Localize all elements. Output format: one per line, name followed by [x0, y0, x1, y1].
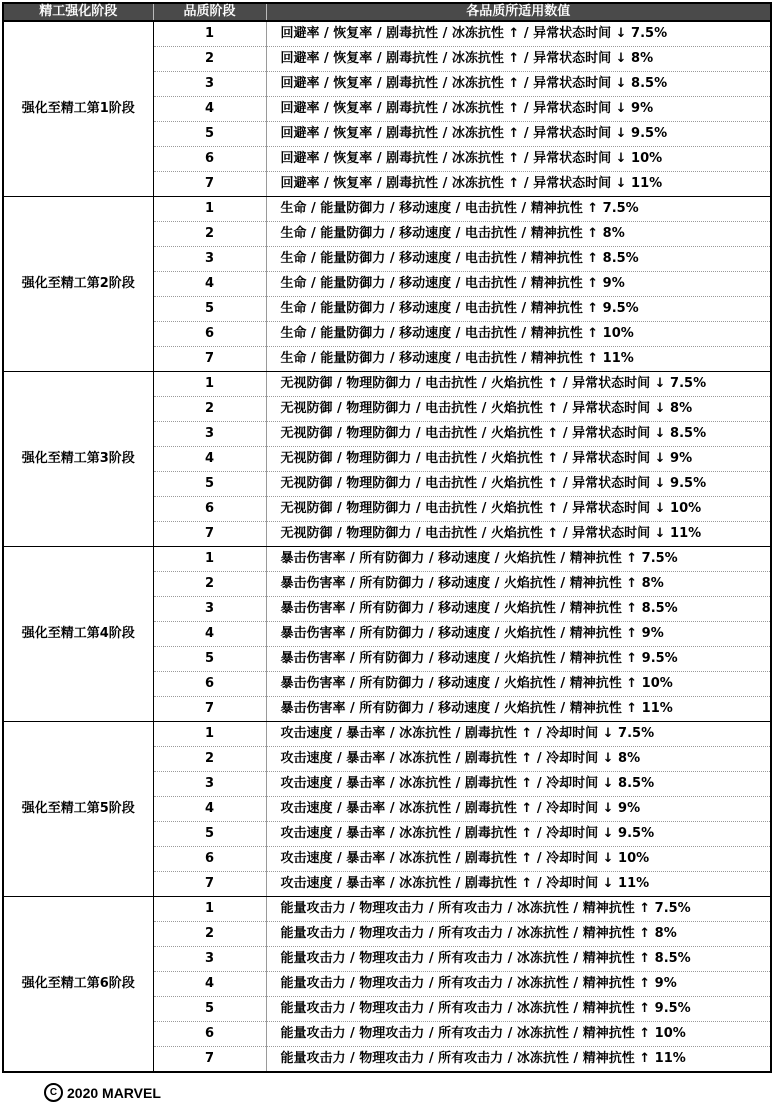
values-cell: 暴击伤害率 / 所有防御力 / 移动速度 / 火焰抗性 / 精神抗性 ↑ 9.5% [266, 647, 771, 672]
values-cell: 能量攻击力 / 物理攻击力 / 所有攻击力 / 冰冻抗性 / 精神抗性 ↑ 8.5% [266, 947, 771, 972]
values-cell: 生命 / 能量防御力 / 移动速度 / 电击抗性 / 精神抗性 ↑ 7.5% [266, 197, 771, 222]
grade-cell: 5 [153, 297, 266, 322]
grade-cell: 1 [153, 372, 266, 397]
stage-cell: 强化至精工第3阶段 [3, 372, 153, 547]
header-stage: 精工强化阶段 [3, 3, 153, 21]
values-cell: 无视防御 / 物理防御力 / 电击抗性 / 火焰抗性 ↑ / 异常状态时间 ↓ 7.5% [266, 372, 771, 397]
values-cell: 攻击速度 / 暴击率 / 冰冻抗性 / 剧毒抗性 ↑ / 冷却时间 ↓ 9.5% [266, 822, 771, 847]
values-cell: 能量攻击力 / 物理攻击力 / 所有攻击力 / 冰冻抗性 / 精神抗性 ↑ 9.5% [266, 997, 771, 1022]
values-cell: 生命 / 能量防御力 / 移动速度 / 电击抗性 / 精神抗性 ↑ 9.5% [266, 297, 771, 322]
values-cell: 能量攻击力 / 物理攻击力 / 所有攻击力 / 冰冻抗性 / 精神抗性 ↑ 9% [266, 972, 771, 997]
header-row [3, 3, 771, 21]
stage-cell: 强化至精工第2阶段 [3, 197, 153, 372]
grade-cell: 6 [153, 847, 266, 872]
enhancement-stats-table [2, 2, 772, 1073]
values-cell: 暴击伤害率 / 所有防御力 / 移动速度 / 火焰抗性 / 精神抗性 ↑ 8% [266, 572, 771, 597]
grade-cell: 6 [153, 672, 266, 697]
stage-cell: 强化至精工第5阶段 [3, 722, 153, 897]
grade-cell: 3 [153, 72, 266, 97]
values-cell: 无视防御 / 物理防御力 / 电击抗性 / 火焰抗性 ↑ / 异常状态时间 ↓ 10% [266, 497, 771, 522]
values-cell: 无视防御 / 物理防御力 / 电击抗性 / 火焰抗性 ↑ / 异常状态时间 ↓ 9% [266, 447, 771, 472]
values-cell: 攻击速度 / 暴击率 / 冰冻抗性 / 剧毒抗性 ↑ / 冷却时间 ↓ 8.5% [266, 772, 771, 797]
stage-cell: 强化至精工第4阶段 [3, 547, 153, 722]
grade-cell: 3 [153, 947, 266, 972]
grade-cell: 7 [153, 872, 266, 897]
values-cell: 回避率 / 恢复率 / 剧毒抗性 / 冰冻抗性 ↑ / 异常状态时间 ↓ 9% [266, 97, 771, 122]
values-cell: 攻击速度 / 暴击率 / 冰冻抗性 / 剧毒抗性 ↑ / 冷却时间 ↓ 9% [266, 797, 771, 822]
grade-cell: 4 [153, 972, 266, 997]
values-cell: 攻击速度 / 暴击率 / 冰冻抗性 / 剧毒抗性 ↑ / 冷却时间 ↓ 11% [266, 872, 771, 897]
grade-cell: 2 [153, 922, 266, 947]
grade-cell: 2 [153, 47, 266, 72]
grade-cell: 5 [153, 822, 266, 847]
values-cell: 暴击伤害率 / 所有防御力 / 移动速度 / 火焰抗性 / 精神抗性 ↑ 8.5% [266, 597, 771, 622]
grade-cell: 3 [153, 772, 266, 797]
grade-cell: 4 [153, 97, 266, 122]
values-cell: 回避率 / 恢复率 / 剧毒抗性 / 冰冻抗性 ↑ / 异常状态时间 ↓ 8% [266, 47, 771, 72]
grade-cell: 6 [153, 322, 266, 347]
copyright-footer [44, 1083, 161, 1102]
grade-cell: 4 [153, 447, 266, 472]
header-values: 各品质所适用数值 [266, 3, 771, 21]
table-row [3, 372, 771, 397]
table-body [3, 21, 771, 1072]
grade-cell: 5 [153, 472, 266, 497]
values-cell: 无视防御 / 物理防御力 / 电击抗性 / 火焰抗性 ↑ / 异常状态时间 ↓ 9.5% [266, 472, 771, 497]
values-cell: 暴击伤害率 / 所有防御力 / 移动速度 / 火焰抗性 / 精神抗性 ↑ 9% [266, 622, 771, 647]
table-header [3, 3, 771, 21]
grade-cell: 7 [153, 172, 266, 197]
grade-cell: 5 [153, 647, 266, 672]
grade-cell: 4 [153, 797, 266, 822]
values-cell: 攻击速度 / 暴击率 / 冰冻抗性 / 剧毒抗性 ↑ / 冷却时间 ↓ 10% [266, 847, 771, 872]
values-cell: 生命 / 能量防御力 / 移动速度 / 电击抗性 / 精神抗性 ↑ 10% [266, 322, 771, 347]
grade-cell: 7 [153, 1047, 266, 1073]
copyright-icon: C [44, 1083, 63, 1102]
grade-cell: 2 [153, 572, 266, 597]
grade-cell: 6 [153, 147, 266, 172]
values-cell: 回避率 / 恢复率 / 剧毒抗性 / 冰冻抗性 ↑ / 异常状态时间 ↓ 9.5% [266, 122, 771, 147]
grade-cell: 5 [153, 122, 266, 147]
values-cell: 暴击伤害率 / 所有防御力 / 移动速度 / 火焰抗性 / 精神抗性 ↑ 7.5% [266, 547, 771, 572]
values-cell: 回避率 / 恢复率 / 剧毒抗性 / 冰冻抗性 ↑ / 异常状态时间 ↓ 10% [266, 147, 771, 172]
values-cell: 暴击伤害率 / 所有防御力 / 移动速度 / 火焰抗性 / 精神抗性 ↑ 10% [266, 672, 771, 697]
values-cell: 能量攻击力 / 物理攻击力 / 所有攻击力 / 冰冻抗性 / 精神抗性 ↑ 11% [266, 1047, 771, 1073]
header-grade: 品质阶段 [153, 3, 266, 21]
grade-cell: 1 [153, 197, 266, 222]
values-cell: 攻击速度 / 暴击率 / 冰冻抗性 / 剧毒抗性 ↑ / 冷却时间 ↓ 8% [266, 747, 771, 772]
grade-cell: 3 [153, 247, 266, 272]
grade-cell: 1 [153, 547, 266, 572]
copyright-text: 2020 MARVEL [67, 1084, 161, 1101]
values-cell: 能量攻击力 / 物理攻击力 / 所有攻击力 / 冰冻抗性 / 精神抗性 ↑ 10% [266, 1022, 771, 1047]
values-cell: 无视防御 / 物理防御力 / 电击抗性 / 火焰抗性 ↑ / 异常状态时间 ↓ 8.5% [266, 422, 771, 447]
values-cell: 生命 / 能量防御力 / 移动速度 / 电击抗性 / 精神抗性 ↑ 9% [266, 272, 771, 297]
grade-cell: 7 [153, 522, 266, 547]
values-cell: 回避率 / 恢复率 / 剧毒抗性 / 冰冻抗性 ↑ / 异常状态时间 ↓ 8.5% [266, 72, 771, 97]
grade-cell: 2 [153, 747, 266, 772]
grade-cell: 4 [153, 272, 266, 297]
grade-cell: 1 [153, 21, 266, 47]
values-cell: 无视防御 / 物理防御力 / 电击抗性 / 火焰抗性 ↑ / 异常状态时间 ↓ 11% [266, 522, 771, 547]
values-cell: 暴击伤害率 / 所有防御力 / 移动速度 / 火焰抗性 / 精神抗性 ↑ 11% [266, 697, 771, 722]
stage-cell: 强化至精工第1阶段 [3, 21, 153, 197]
values-cell: 生命 / 能量防御力 / 移动速度 / 电击抗性 / 精神抗性 ↑ 11% [266, 347, 771, 372]
table-row [3, 21, 771, 47]
table-row [3, 722, 771, 747]
grade-cell: 5 [153, 997, 266, 1022]
grade-cell: 2 [153, 222, 266, 247]
grade-cell: 1 [153, 897, 266, 922]
grade-cell: 7 [153, 347, 266, 372]
grade-cell: 3 [153, 597, 266, 622]
grade-cell: 2 [153, 397, 266, 422]
values-cell: 无视防御 / 物理防御力 / 电击抗性 / 火焰抗性 ↑ / 异常状态时间 ↓ 8% [266, 397, 771, 422]
grade-cell: 4 [153, 622, 266, 647]
table-row [3, 197, 771, 222]
values-cell: 生命 / 能量防御力 / 移动速度 / 电击抗性 / 精神抗性 ↑ 8.5% [266, 247, 771, 272]
grade-cell: 6 [153, 497, 266, 522]
stage-cell: 强化至精工第6阶段 [3, 897, 153, 1073]
values-cell: 攻击速度 / 暴击率 / 冰冻抗性 / 剧毒抗性 ↑ / 冷却时间 ↓ 7.5% [266, 722, 771, 747]
table-row [3, 547, 771, 572]
values-cell: 生命 / 能量防御力 / 移动速度 / 电击抗性 / 精神抗性 ↑ 8% [266, 222, 771, 247]
values-cell: 能量攻击力 / 物理攻击力 / 所有攻击力 / 冰冻抗性 / 精神抗性 ↑ 7.5% [266, 897, 771, 922]
values-cell: 回避率 / 恢复率 / 剧毒抗性 / 冰冻抗性 ↑ / 异常状态时间 ↓ 11% [266, 172, 771, 197]
grade-cell: 7 [153, 697, 266, 722]
grade-cell: 1 [153, 722, 266, 747]
grade-cell: 6 [153, 1022, 266, 1047]
table-row [3, 897, 771, 922]
values-cell: 回避率 / 恢复率 / 剧毒抗性 / 冰冻抗性 ↑ / 异常状态时间 ↓ 7.5% [266, 21, 771, 47]
grade-cell: 3 [153, 422, 266, 447]
values-cell: 能量攻击力 / 物理攻击力 / 所有攻击力 / 冰冻抗性 / 精神抗性 ↑ 8% [266, 922, 771, 947]
